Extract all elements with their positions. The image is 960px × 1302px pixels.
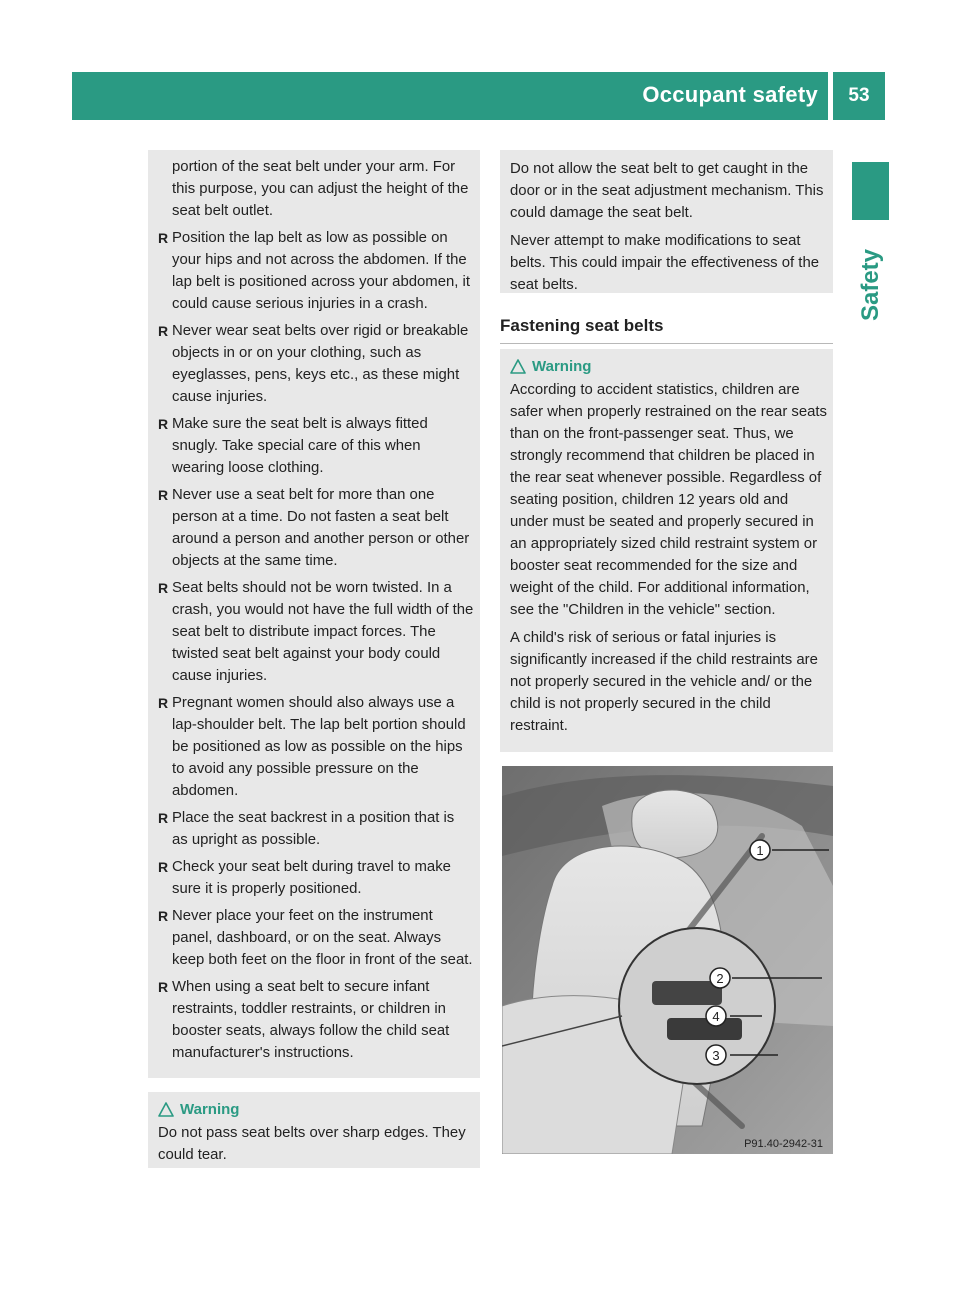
paragraph: Do not allow the seat belt to get caught in the door or in the seat adjustment mechanism. This could damage the seat belt. bbox=[510, 161, 824, 221]
bullet-mark: R bbox=[158, 979, 169, 995]
list-item bbox=[154, 905, 474, 971]
detail-inset bbox=[619, 928, 775, 1084]
side-tab-label: Safety bbox=[856, 248, 884, 322]
warning-paragraph: According to accident statistics, children are safer when properly restrained on the rear seats than on the front-passenger seat. Thus, we strongly recommend that children be placed in the rear seat whenever possible. Regardless of seating position, children 12 years old and under must be seated and properly secured in an appropriately sized child restraint system or booster seat recommended for the size and weight of the child. For additional information, see the "Children in the vehicle" section. bbox=[510, 382, 828, 618]
warning-heading bbox=[500, 349, 833, 379]
car-interior-drawing bbox=[502, 766, 833, 1154]
list-item bbox=[154, 413, 474, 479]
paragraph: Never attempt to make modifications to seat belts. This could impair the effectiveness of the seat belts. bbox=[510, 233, 820, 293]
belt-tongue bbox=[652, 981, 722, 1005]
warning-label: Warning bbox=[532, 357, 592, 375]
bullet-text: When using a seat belt to secure infant restraints, toddler restraints, or children in booster seats, always follow the child seat manufacturer's instructions. bbox=[172, 979, 450, 1061]
bullet-text: Never place your feet on the instrument panel, dashboard, or on the seat. Always keep both feet on the floor in front of the seat. bbox=[172, 908, 473, 968]
bullet-mark: R bbox=[158, 416, 169, 432]
bullet-text: Check your seat belt during travel to make sure it is properly positioned. bbox=[172, 859, 451, 897]
warning-paragraph: A child's risk of serious or fatal injuries is significantly increased if the child restraints are not properly secured in the vehicle and/ or the child is not properly secured in the child restraint. bbox=[510, 630, 818, 734]
section-title: Occupant safety bbox=[642, 82, 818, 107]
list-item bbox=[154, 976, 474, 1064]
page-number: 53 bbox=[833, 72, 885, 120]
warning-triangle-icon bbox=[510, 359, 526, 374]
callout-2 bbox=[710, 968, 730, 988]
list-item bbox=[154, 484, 474, 572]
list-item bbox=[154, 320, 474, 408]
bullet-text: Place the seat backrest in a position that is as upright as possible. bbox=[172, 810, 455, 848]
bullet-text: Seat belts should not be worn twisted. In a crash, you would not have the full width of the seat belt to distribute impact forces. The twisted seat belt against your body could cause injuries. bbox=[172, 580, 474, 684]
bullet-mark: R bbox=[158, 695, 169, 711]
continuation-text: portion of the seat belt under your arm. For this purpose, you can adjust the height of the seat belt outlet. bbox=[172, 159, 469, 219]
callout-3 bbox=[706, 1045, 726, 1065]
bullet-mark: R bbox=[158, 859, 169, 875]
bullet-text: Never wear seat belts over rigid or breakable objects in or on your clothing, such as eyeglasses, pens, keys etc., as these might cause injuries. bbox=[172, 323, 469, 405]
callout-label: 3 bbox=[712, 1048, 720, 1063]
bullet-text: Pregnant women should also always use a lap-shoulder belt. The lap belt portion should be positioned as low as possible on the hips to avoid any possible pressure on the abdomen. bbox=[172, 695, 466, 799]
warning-label: Warning bbox=[180, 1100, 240, 1118]
bullet-mark: R bbox=[158, 487, 169, 503]
bullet-text: Never use a seat belt for more than one person at a time. Do not fasten a seat belt around a person and another person or other objects at the same time. bbox=[172, 487, 470, 569]
callout-label: 4 bbox=[712, 1009, 720, 1024]
section-heading-fastening: Fastening seat belts bbox=[500, 316, 664, 335]
callout-1 bbox=[750, 840, 770, 860]
bullet-mark: R bbox=[158, 908, 169, 924]
list-item bbox=[154, 227, 474, 315]
warning-heading bbox=[148, 1092, 480, 1122]
warning-text: Do not pass seat belts over sharp edges. They could tear. bbox=[158, 1125, 466, 1163]
bullet-text: Make sure the seat belt is always fitted snugly. Take special care of this when wearing loose clothing. bbox=[172, 416, 428, 476]
callout-label: 2 bbox=[716, 971, 724, 986]
seat-belt-illustration bbox=[502, 766, 833, 1154]
bullet-mark: R bbox=[158, 580, 169, 596]
list-item bbox=[154, 856, 474, 900]
bullet-mark: R bbox=[158, 323, 169, 339]
warning-box-children bbox=[500, 349, 833, 752]
figure-code: P91.40-2942-31 bbox=[744, 1138, 823, 1150]
list-item bbox=[154, 807, 474, 851]
warning-triangle-icon bbox=[158, 1102, 174, 1117]
bullet-mark: R bbox=[158, 810, 169, 826]
callout-label: 1 bbox=[756, 843, 764, 858]
heading-rule bbox=[500, 343, 833, 344]
left-instructions-box bbox=[148, 150, 480, 1078]
list-item bbox=[154, 692, 474, 802]
warning-box-sharp-edges bbox=[148, 1092, 480, 1168]
bullet-text: Position the lap belt as low as possible on your hips and not across the abdomen. If the lap belt is positioned across your abdomen, it could cause serious injuries in a crash. bbox=[172, 230, 470, 312]
side-tab-block bbox=[852, 162, 889, 220]
side-tab bbox=[852, 230, 889, 340]
list-item bbox=[154, 577, 474, 687]
bullet-list bbox=[148, 227, 480, 1064]
seat-belt-care-box bbox=[500, 150, 833, 293]
callout-4 bbox=[706, 1006, 726, 1026]
bullet-mark: R bbox=[158, 230, 169, 246]
buckle bbox=[667, 1018, 742, 1040]
